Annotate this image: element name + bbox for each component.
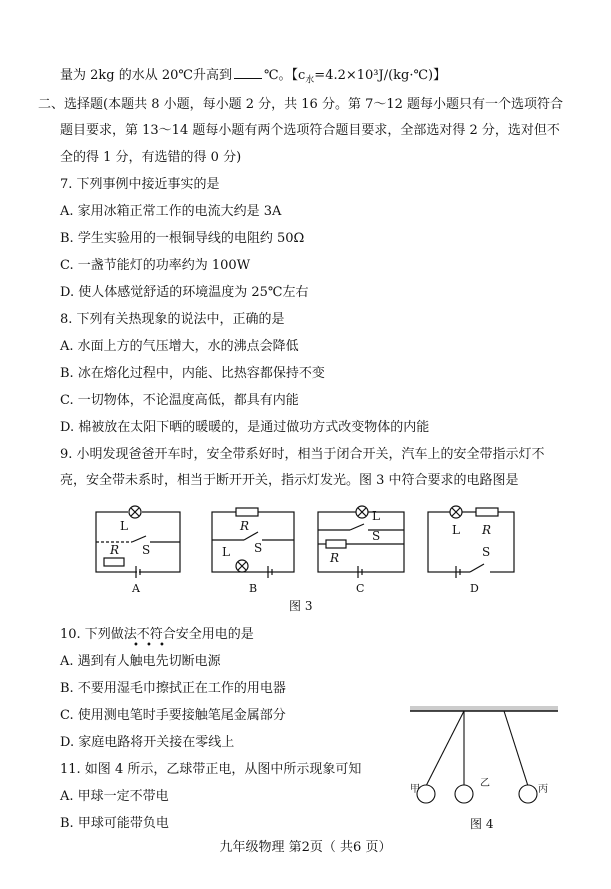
resistor-icon [104,558,124,566]
label-s-a: S [142,543,151,557]
page-footer: 九年级物理 第2页（ 共6 页） [219,840,392,855]
q7-option-d: D. 使人体感觉舒适的环境温度为 25℃左右 [60,285,309,300]
label-l-c: L [372,509,380,523]
q8-option-b: B. 冰在熔化过程中，内能、比热容都保持不变 [60,366,325,381]
resistor-icon [476,508,498,516]
label-l-b: L [222,545,230,559]
resistor-icon [236,508,258,516]
q10-option-a: A. 遇到有人触电先切断电源 [60,654,221,669]
label-r-d: R [482,523,492,537]
q9-stem-1: 9. 小明发现爸爸开车时，安全带系好时，相当于闭合开关，汽车上的安全带指示灯不 [60,447,545,462]
q11-option-b: B. 甲球可能带负电 [60,816,169,831]
label-s-d: S [482,545,491,559]
section-note-2: 题目要求，第 13～14 题每小题有两个选项符合题目要求，全部选对得 2 分，选对但不 [60,123,560,138]
q7-option-c: C. 一盏节能灯的功率约为 100W [60,258,251,273]
ball-bing[interactable] [519,785,537,803]
label-l-a: L [120,519,128,533]
emphasis-dot: • [146,640,152,651]
q7-option-a: A. 家用冰箱正常工作的电流大约是 3A [60,204,282,219]
circuit-d[interactable] [428,506,514,578]
label-yi: 乙 [480,778,490,789]
figure-4-caption: 图 4 [470,817,494,831]
q8-option-c: C. 一切物体，不论温度高低，都具有内能 [60,393,299,408]
circuit-label-a: A [132,582,140,595]
q10-option-d: D. 家庭电路将开关接在零线上 [60,735,235,750]
emphasis-dot: • [133,640,139,651]
answer-blank[interactable] [234,66,262,79]
circuit-c[interactable] [318,506,404,578]
circuit-b[interactable] [212,508,294,578]
q8-option-a: A. 水面上方的气压增大，水的沸点会降低 [60,339,299,354]
circuit-a[interactable] [96,506,180,578]
q10-stem: 10. 下列做法不符合安全用电的是 [60,627,254,642]
q7-stem: 7. 下列事例中接近事实的是 [60,177,220,192]
label-bing: 丙 [538,784,548,795]
fill-blank-unit: ℃。【c [263,68,306,83]
ball-yi[interactable] [455,785,473,803]
section-note-3: 全的得 1 分，有选错的得 0 分) [60,150,242,165]
label-l-d: L [452,523,460,537]
circuit-label-b: B [249,582,258,595]
resistor-icon [326,540,346,548]
water-subscript: 水 [305,75,315,86]
fill-blank-line [60,66,446,90]
label-s-b: S [254,541,263,555]
q10-option-b: B. 不要用湿毛巾擦拭正在工作的用电器 [60,681,286,696]
q7-option-b: B. 学生实验用的一根铜导线的电阻约 50Ω [60,231,305,246]
q9-stem-2: 亮，安全带未系时，相当于断开开关，指示灯发光。图 3 中符合要求的电路图是 [60,473,519,488]
figure-4-charged-balls [404,706,564,816]
section-heading: 二、选择题(本题共 8 小题，每小题 2 分，共 16 分。第 7～12 题每小题只有一个选项符合 [38,97,564,112]
figure-3-caption: 图 3 [289,599,313,613]
specific-heat-value: =4.2×10³J/(kg·℃)】 [314,68,447,83]
q10-option-c: C. 使用测电笔时手要接触笔尾金属部分 [60,708,286,723]
circuit-label-c: C [356,582,365,595]
circuit-label-d: D [470,582,479,595]
label-r-c: R [330,551,340,565]
q8-stem: 8. 下列有关热现象的说法中，正确的是 [60,312,285,327]
label-r-b: R [240,519,250,533]
q11-stem: 11. 如图 4 所示，乙球带正电，从图中所示现象可知 [60,762,362,777]
fill-blank-text: 量为 2kg 的水从 20℃升高到 [60,68,232,83]
q8-option-d: D. 棉被放在太阳下晒的暖暖的，是通过做功方式改变物体的内能 [60,420,430,435]
label-s-c: S [372,529,381,543]
emphasis-dot: • [159,640,165,651]
label-r-a: R [110,543,120,557]
label-jia: 甲 [410,784,420,795]
q11-option-a: A. 甲球一定不带电 [60,789,169,804]
